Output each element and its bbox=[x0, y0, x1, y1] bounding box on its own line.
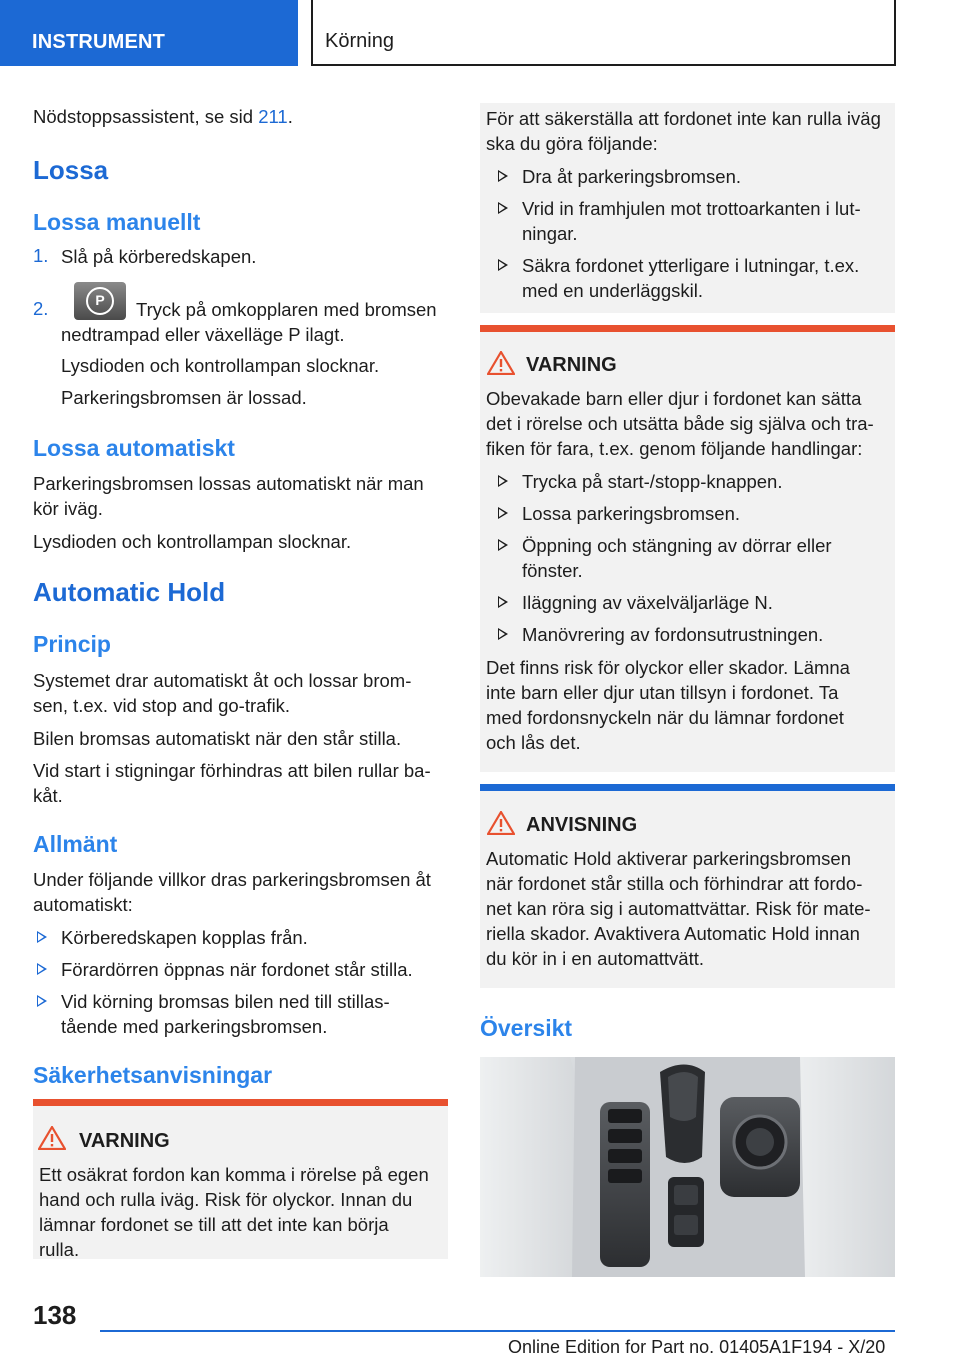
warning-text: rulla. bbox=[39, 1239, 80, 1260]
step-result: Lysdioden och kontrollampan slocknar. bbox=[61, 355, 380, 376]
step-text-cont: nedtrampad eller växelläge P ilagt. bbox=[61, 324, 345, 345]
list-item: Vrid in framhjulen mot trottoarkanten i lut‐ bbox=[522, 198, 861, 219]
center-console-photo bbox=[480, 1057, 895, 1277]
header-chapter-label: Körning bbox=[325, 30, 394, 52]
warning-text: inte barn eller djur utan tillsyn i fordonet. Ta bbox=[486, 682, 839, 703]
paragraph: kör iväg. bbox=[33, 498, 103, 519]
warning-triangle-icon bbox=[487, 351, 515, 375]
list-item: Körberedskapen kopplas från. bbox=[61, 927, 308, 948]
list-item-cont: med en underläggskil. bbox=[522, 280, 703, 301]
list-item: Förardörren öppnas när fordonet står stilla. bbox=[61, 959, 413, 980]
intro-paragraph: Nödstoppsassistent, se sid 211. bbox=[33, 106, 293, 127]
heading-lossa-automatiskt: Lossa automatiskt bbox=[33, 435, 235, 461]
heading-lossa: Lossa bbox=[33, 155, 109, 185]
warning-text: med fordonsnyckeln när du lämnar fordonet bbox=[486, 707, 844, 728]
header-section-label: INSTRUMENT bbox=[32, 31, 166, 53]
intro-text: Nödstoppsassistent, se sid bbox=[33, 106, 254, 127]
bullet-triangle-icon bbox=[37, 995, 47, 1007]
step-number: 2. bbox=[33, 298, 49, 319]
header-section-tab bbox=[0, 0, 298, 66]
heading-allmant: Allmänt bbox=[33, 831, 118, 857]
bullet-triangle-icon bbox=[498, 170, 508, 182]
step-text: Slå på körberedskapen. bbox=[61, 246, 257, 267]
heading-oversikt: Översikt bbox=[480, 1015, 573, 1041]
footer-edition: Online Edition for Part no. 01405A1F194 - X/20 bbox=[508, 1337, 886, 1357]
warning-text: Obevakade barn eller djur i fordonet kan sätta bbox=[486, 388, 862, 409]
warning-triangle-icon bbox=[38, 1126, 66, 1150]
warning-text: och lås det. bbox=[486, 732, 581, 753]
list-item-cont: ningar. bbox=[522, 223, 578, 244]
warning-title: VARNING bbox=[526, 354, 617, 376]
page-number: 138 bbox=[33, 1300, 77, 1330]
footer-rule bbox=[100, 1330, 895, 1332]
paragraph: Vid start i stigningar förhindras att bilen rullar ba‐ bbox=[33, 760, 431, 781]
bullet-triangle-icon bbox=[498, 628, 508, 640]
paragraph: sen, t.ex. vid stop and go-trafik. bbox=[33, 695, 291, 716]
list-item: Säkra fordonet ytterligare i lutningar, t.ex. bbox=[522, 255, 860, 276]
warning-text: hand och rulla iväg. Risk för olyckor. Innan du bbox=[39, 1189, 413, 1210]
bullet-triangle-icon bbox=[498, 596, 508, 608]
list-item: Öppning och stängning av dörrar eller bbox=[522, 535, 832, 556]
note-bar bbox=[480, 784, 895, 791]
paragraph: automatiskt: bbox=[33, 894, 133, 915]
list-item: Dra åt parkeringsbromsen. bbox=[522, 166, 742, 187]
warning-bar bbox=[480, 325, 895, 332]
bullet-triangle-icon bbox=[37, 931, 47, 943]
warning-title: VARNING bbox=[79, 1130, 170, 1152]
note-title: ANVISNING bbox=[526, 814, 638, 836]
note-text: riella skador. Avaktivera Automatic Hold innan bbox=[486, 923, 860, 944]
paragraph: Systemet drar automatiskt åt och lossar brom‐ bbox=[33, 670, 412, 691]
heading-princip: Princip bbox=[33, 631, 111, 657]
note-text: net kan röra sig i automattvättar. Risk för mate‐ bbox=[486, 898, 871, 919]
list-item-cont: tående med parkeringsbromsen. bbox=[61, 1016, 328, 1037]
list-item: Iläggning av växelväljarläge N. bbox=[522, 592, 773, 613]
list-item: Manövrering av fordonsutrustningen. bbox=[522, 624, 824, 645]
heading-automatic-hold: Automatic Hold bbox=[33, 577, 226, 607]
paragraph: kåt. bbox=[33, 785, 63, 806]
list-item: Trycka på start-/stopp-knappen. bbox=[522, 471, 783, 492]
step-text: Tryck på omkopplaren med bromsen bbox=[136, 299, 437, 320]
list-item-cont: fönster. bbox=[522, 560, 583, 581]
bullet-triangle-icon bbox=[498, 475, 508, 487]
warning-text: Ett osäkrat fordon kan komma i rörelse på egen bbox=[39, 1164, 429, 1185]
warning-text: lämnar fordonet se till att det inte kan börja bbox=[39, 1214, 389, 1235]
list-item: Lossa parkeringsbromsen. bbox=[522, 503, 740, 524]
warning-bar bbox=[33, 1099, 448, 1106]
paragraph: Under följande villkor dras parkeringsbromsen åt bbox=[33, 869, 431, 890]
paragraph: Bilen bromsas automatiskt när den står stilla. bbox=[33, 728, 402, 749]
paragraph: För att säkerställa att fordonet inte kan rulla iväg bbox=[486, 108, 881, 129]
list-item: Vid körning bromsas bilen ned till stillas‐ bbox=[61, 991, 390, 1012]
bullet-triangle-icon bbox=[498, 259, 508, 271]
header-chapter-tab bbox=[311, 0, 896, 66]
heading-sakerhetsanvisningar: Säkerhetsanvisningar bbox=[33, 1062, 273, 1088]
warning-text: fiken för fara, t.ex. genom följande handlingar: bbox=[486, 438, 863, 459]
page-link[interactable]: 211 bbox=[258, 106, 288, 127]
paragraph: Parkeringsbromsen lossas automatiskt när man bbox=[33, 473, 424, 494]
bullet-triangle-icon bbox=[498, 539, 508, 551]
bullet-triangle-icon bbox=[498, 202, 508, 214]
note-text: när fordonet står stilla och förhindrar att fordo‐ bbox=[486, 873, 863, 894]
step-result: Parkeringsbromsen är lossad. bbox=[61, 387, 307, 408]
paragraph: Lysdioden och kontrollampan slocknar. bbox=[33, 531, 352, 552]
heading-lossa-manuellt: Lossa manuellt bbox=[33, 209, 201, 235]
parking-brake-icon: P bbox=[74, 282, 126, 320]
bullet-triangle-icon bbox=[498, 507, 508, 519]
paragraph: ska du göra följande: bbox=[486, 133, 658, 154]
step-number: 1. bbox=[33, 245, 49, 266]
note-text: Automatic Hold aktiverar parkeringsbromsen bbox=[486, 848, 852, 869]
bullet-triangle-icon bbox=[37, 963, 47, 975]
note-text: du kör in i en automattvätt. bbox=[486, 948, 705, 969]
warning-triangle-icon bbox=[487, 811, 515, 835]
warning-text: Det finns risk för olyckor eller skador. Lämna bbox=[486, 657, 850, 678]
warning-text: det i rörelse och utsätta både sig själva och tra‐ bbox=[486, 413, 874, 434]
